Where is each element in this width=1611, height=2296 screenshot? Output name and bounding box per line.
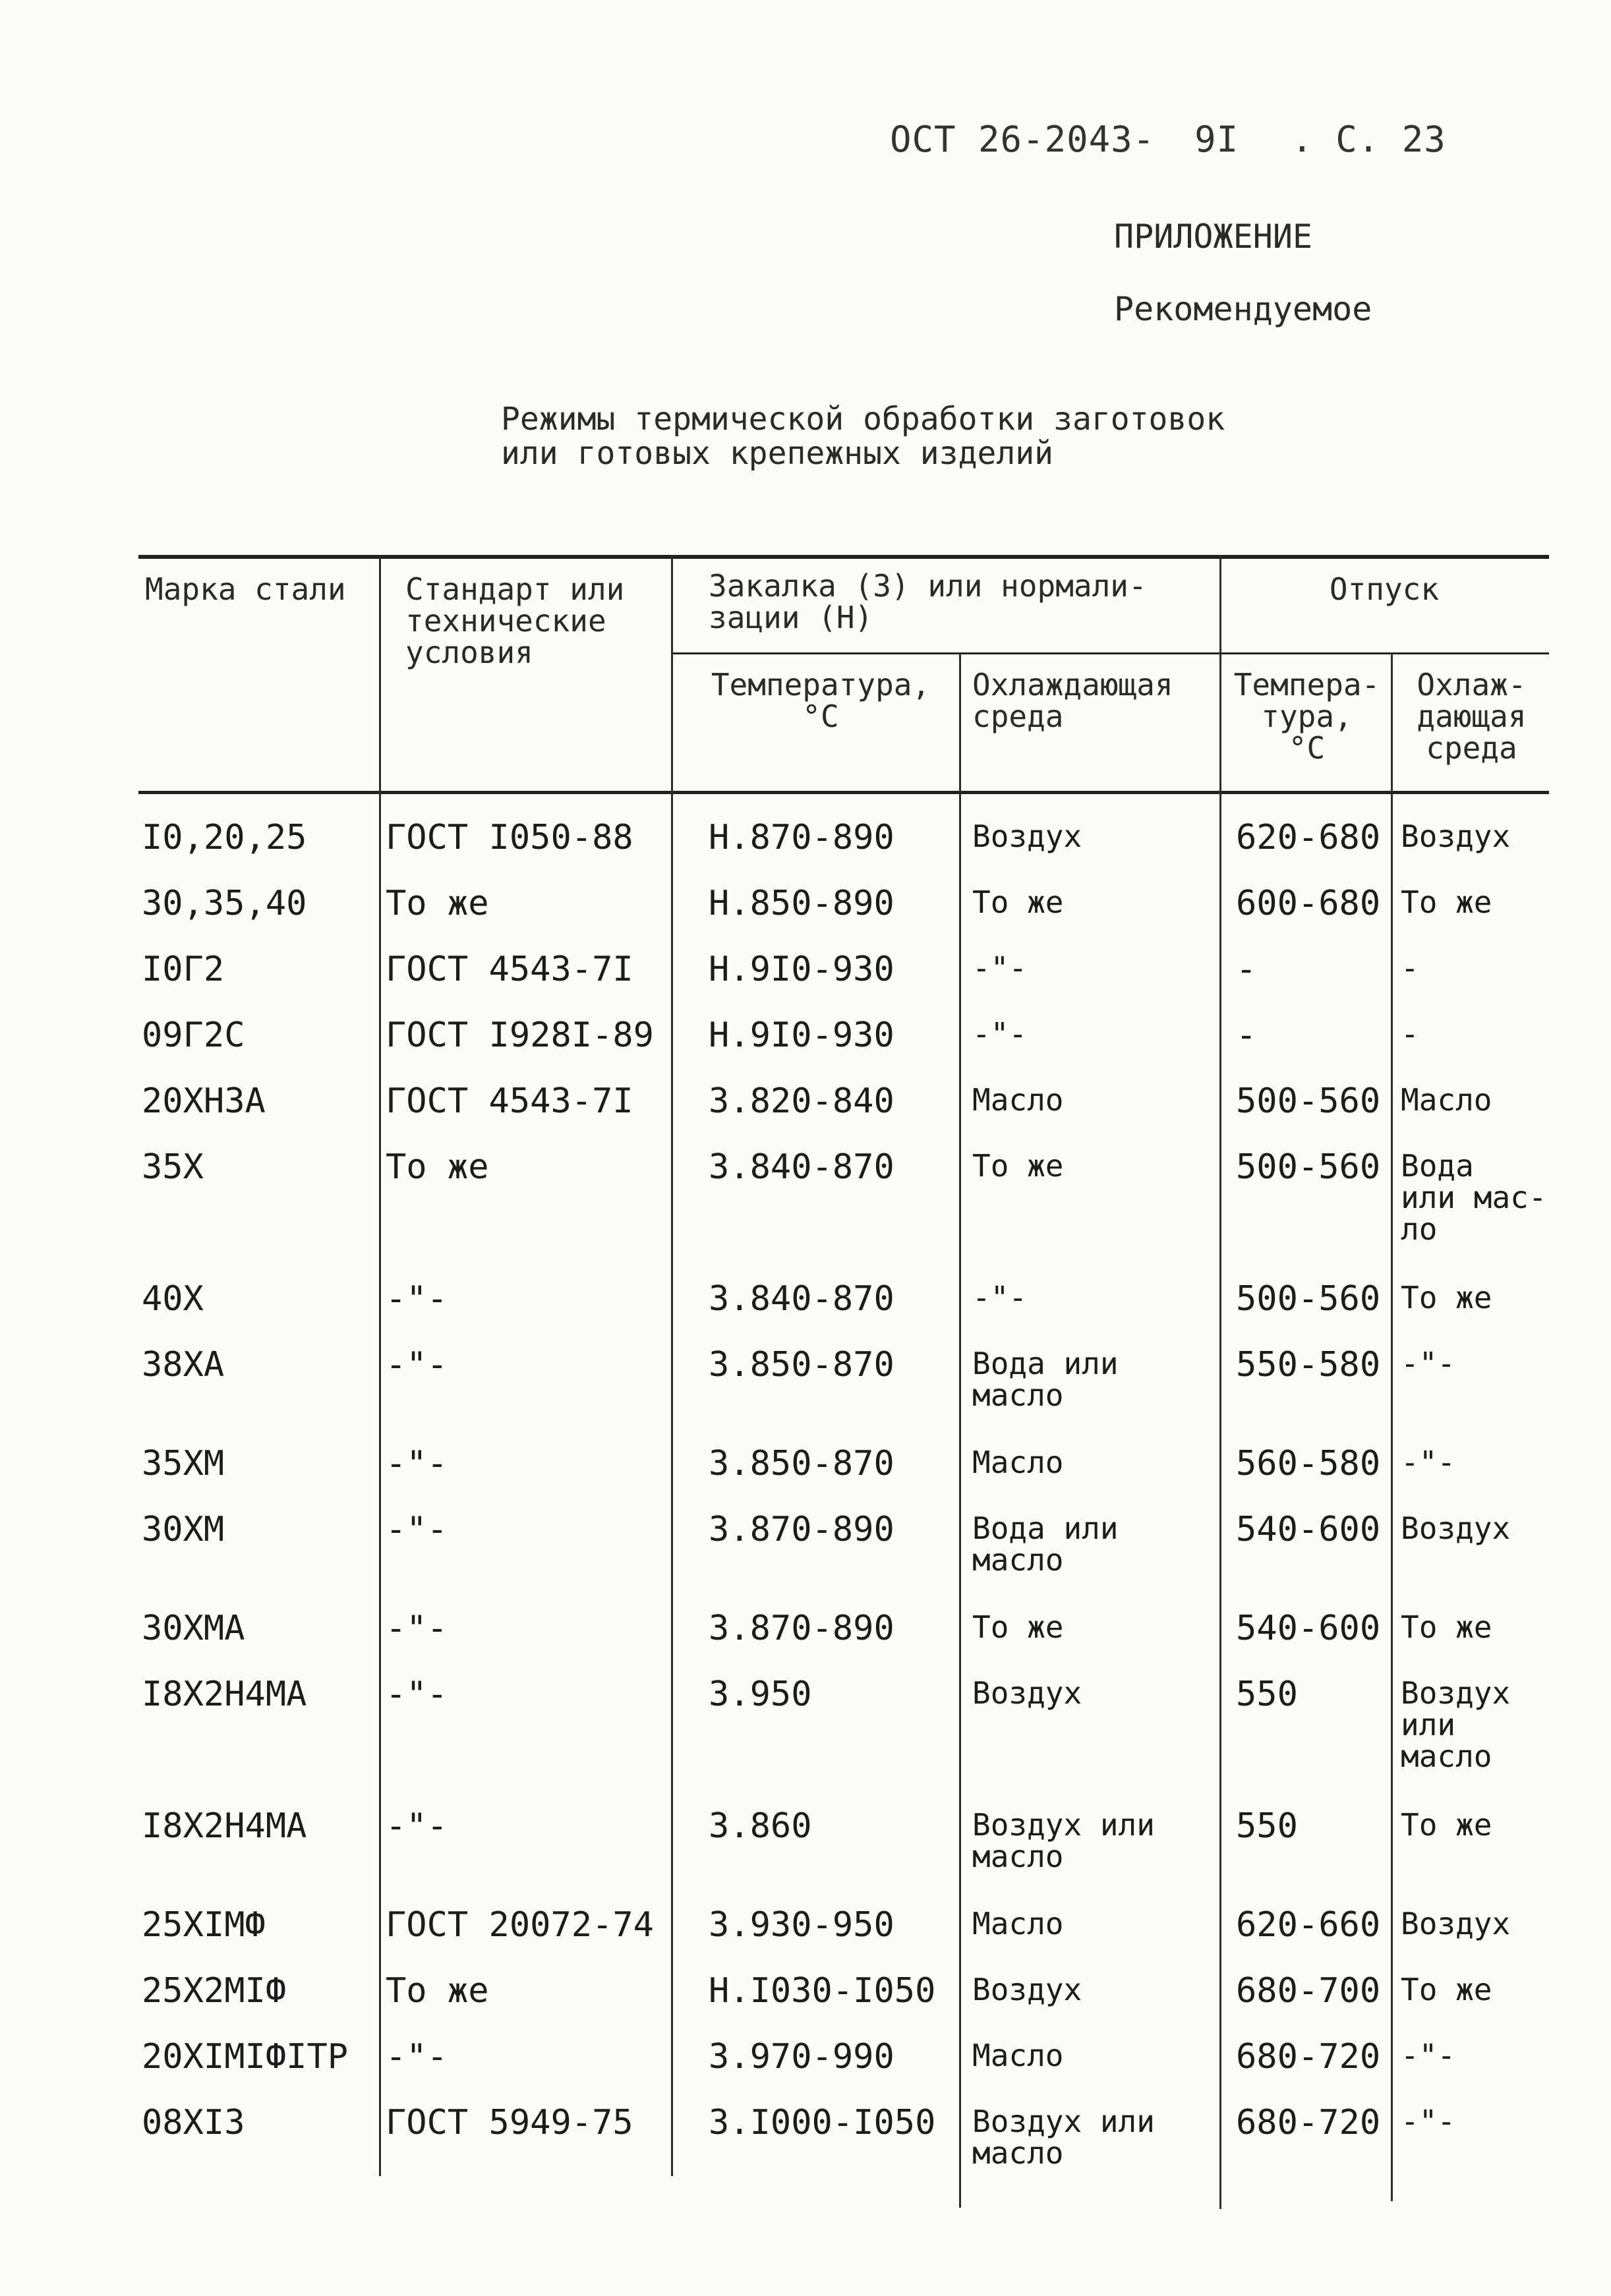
cell-hardening-medium: Масло (972, 1445, 1064, 1480)
cell-hardening-temp: З.860 (709, 1806, 812, 1846)
cell-hardening-temp: Н.9I0-930 (709, 950, 894, 989)
standard-number: ОСТ 26-2043- (890, 119, 1156, 160)
header-subrule (672, 652, 1549, 654)
cell-hardening-temp: З.850-870 (709, 1345, 894, 1385)
header-bottom-rule (138, 791, 1549, 794)
cell-tempering-medium: То же (1401, 1972, 1492, 2007)
cell-hardening-temp: З.I000-I050 (709, 2103, 936, 2142)
cell-tempering-medium: То же (1401, 1609, 1492, 1645)
cell-hardening-temp: З.820-840 (709, 1081, 894, 1121)
cell-grade: 30ХМА (142, 1609, 245, 1648)
cell-hardening-temp: З.850-870 (709, 1444, 894, 1483)
cell-tempering-temp: 540-600 (1236, 1609, 1381, 1648)
cell-tempering-medium: То же (1401, 884, 1492, 920)
cell-hardening-medium: То же (972, 1148, 1064, 1184)
cell-hardening-temp: Н.I030-I050 (709, 1971, 936, 2011)
cell-hardening-medium: -"- (972, 950, 1028, 986)
page-header (890, 119, 1446, 160)
col-divider-1 (379, 555, 381, 2176)
cell-hardening-medium: То же (972, 884, 1064, 920)
cell-tempering-medium: - (1401, 1016, 1419, 1052)
col-divider-5 (1391, 652, 1393, 2201)
cell-hardening-medium: Вода или масло (972, 1346, 1119, 1413)
cell-grade: I8Х2Н4МА (142, 1675, 307, 1714)
cell-tempering-temp: - (1236, 950, 1257, 989)
cell-hardening-temp: Н.850-890 (709, 884, 894, 923)
cell-standard: ГОСТ 4543-7I (386, 1081, 633, 1121)
cell-tempering-temp: 680-700 (1236, 1971, 1381, 2011)
cell-tempering-medium: То же (1401, 1280, 1492, 1315)
cell-hardening-temp: Н.870-890 (709, 818, 894, 857)
cell-standard: ГОСТ I050-88 (386, 818, 633, 857)
standard-year: 9I (1194, 119, 1239, 160)
cell-tempering-temp: - (1236, 1016, 1257, 1055)
header-standard: Стандарт или технические условия (405, 571, 625, 670)
cell-grade: 09Г2С (142, 1016, 245, 1055)
cell-standard: -"- (386, 1609, 448, 1648)
cell-tempering-medium: -"- (1401, 1346, 1456, 1381)
cell-tempering-temp: 680-720 (1236, 2103, 1381, 2142)
header-hardening-temp: Температура, °С (711, 667, 931, 734)
cell-grade: 25ХIМФ (142, 1905, 266, 1945)
cell-tempering-medium: -"- (1401, 1445, 1456, 1480)
cell-tempering-temp: 560-580 (1236, 1444, 1381, 1483)
cell-hardening-medium: Воздух или масло (972, 1807, 1155, 1874)
cell-standard: -"- (386, 1510, 448, 1549)
appendix-label: ПРИЛОЖЕНИЕ (1114, 217, 1313, 256)
cell-standard: -"- (386, 1806, 448, 1846)
cell-standard: ГОСТ 20072-74 (386, 1905, 654, 1945)
cell-standard: То же (386, 1147, 489, 1187)
cell-hardening-medium: Воздух (972, 1972, 1082, 2007)
cell-hardening-temp: З.840-870 (709, 1279, 894, 1319)
cell-tempering-temp: 550 (1236, 1806, 1298, 1846)
cell-tempering-medium: -"- (1401, 2038, 1456, 2073)
cell-hardening-temp: З.870-890 (709, 1510, 894, 1549)
cell-standard: -"- (386, 2037, 448, 2077)
cell-hardening-temp: З.950 (709, 1675, 812, 1714)
cell-tempering-temp: 620-660 (1236, 1905, 1381, 1945)
cell-tempering-medium: - (1401, 950, 1419, 986)
cell-tempering-temp: 500-560 (1236, 1279, 1381, 1319)
cell-grade: 20ХIМIФIТР (142, 2037, 349, 2077)
header-grade: Марка стали (145, 571, 346, 607)
cell-tempering-temp: 620-680 (1236, 818, 1381, 857)
header-hardening: Закалка (З) или нормали- зации (Н) (709, 568, 1147, 635)
header-tempering-temp: Темпера- тура, °С (1233, 667, 1380, 766)
cell-standard: -"- (386, 1444, 448, 1483)
cell-tempering-medium: То же (1401, 1807, 1492, 1843)
cell-standard: ГОСТ I928I-89 (386, 1016, 654, 1055)
cell-tempering-temp: 500-560 (1236, 1147, 1381, 1187)
cell-hardening-medium: -"- (972, 1016, 1028, 1052)
cell-grade: 20ХН3А (142, 1081, 266, 1121)
cell-standard: ГОСТ 4543-7I (386, 950, 633, 989)
cell-grade: 40Х (142, 1279, 204, 1319)
cell-grade: 30ХМ (142, 1510, 225, 1549)
cell-grade: 35ХМ (142, 1444, 225, 1483)
cell-grade: I0,20,25 (142, 818, 307, 857)
header-tempering-medium: Охлаж- дающая среда (1417, 667, 1527, 766)
cell-hardening-medium: Масло (972, 1082, 1064, 1118)
cell-standard: То же (386, 884, 489, 923)
header-hardening-medium: Охлаждающая среда (972, 667, 1173, 734)
title-line-1: Режимы термической обработки заготовок (501, 401, 1225, 438)
cell-tempering-medium: Воздух (1401, 1510, 1511, 1546)
cell-standard: -"- (386, 1675, 448, 1714)
cell-hardening-medium: То же (972, 1609, 1064, 1645)
cell-hardening-temp: З.870-890 (709, 1609, 894, 1648)
cell-grade: 30,35,40 (142, 884, 307, 923)
cell-hardening-medium: Масло (972, 2038, 1064, 2073)
cell-hardening-medium: Вода или масло (972, 1510, 1119, 1578)
cell-tempering-medium: Вода или мас- ло (1401, 1148, 1547, 1247)
cell-tempering-temp: 500-560 (1236, 1081, 1381, 1121)
cell-tempering-medium: Масло (1401, 1082, 1492, 1118)
page-number: . С. 23 (1291, 119, 1446, 160)
cell-tempering-temp: 550 (1236, 1675, 1298, 1714)
header-tempering: Отпуск (1329, 571, 1440, 607)
cell-standard: -"- (386, 1345, 448, 1385)
cell-grade: 25Х2МIФ (142, 1971, 287, 2011)
cell-hardening-temp: Н.9I0-930 (709, 1016, 894, 1055)
table-title (501, 402, 1225, 471)
cell-tempering-temp: 600-680 (1236, 884, 1381, 923)
cell-standard: ГОСТ 5949-75 (386, 2103, 633, 2142)
col-divider-2 (671, 555, 673, 2176)
cell-tempering-medium: Воздух или масло (1401, 1675, 1511, 1774)
cell-grade: 08ХI3 (142, 2103, 245, 2142)
cell-standard: -"- (386, 1279, 448, 1319)
cell-tempering-medium: Воздух (1401, 1906, 1511, 1941)
cell-grade: I0Г2 (142, 950, 225, 989)
cell-hardening-temp: З.930-950 (709, 1905, 894, 1945)
cell-tempering-medium: Воздух (1401, 818, 1511, 854)
cell-hardening-medium: Воздух или масло (972, 2104, 1155, 2171)
col-divider-3 (959, 652, 961, 2208)
title-line-2: или готовых крепежных изделий (501, 435, 1054, 472)
cell-grade: 35Х (142, 1147, 204, 1187)
cell-grade: I8Х2Н4МА (142, 1806, 307, 1846)
cell-grade: 38ХА (142, 1345, 225, 1385)
cell-tempering-temp: 540-600 (1236, 1510, 1381, 1549)
cell-tempering-medium: -"- (1401, 2104, 1456, 2139)
cell-hardening-medium: -"- (972, 1280, 1028, 1315)
cell-hardening-temp: З.840-870 (709, 1147, 894, 1187)
cell-hardening-medium: Масло (972, 1906, 1064, 1941)
cell-tempering-temp: 550-580 (1236, 1345, 1381, 1385)
col-divider-4 (1219, 555, 1221, 2209)
table-top-rule (138, 555, 1549, 559)
cell-standard: То же (386, 1971, 489, 2011)
cell-hardening-medium: Воздух (972, 1675, 1082, 1711)
cell-tempering-temp: 680-720 (1236, 2037, 1381, 2077)
cell-hardening-temp: З.970-990 (709, 2037, 894, 2077)
cell-hardening-medium: Воздух (972, 818, 1082, 854)
appendix-status: Рекомендуемое (1114, 290, 1372, 328)
